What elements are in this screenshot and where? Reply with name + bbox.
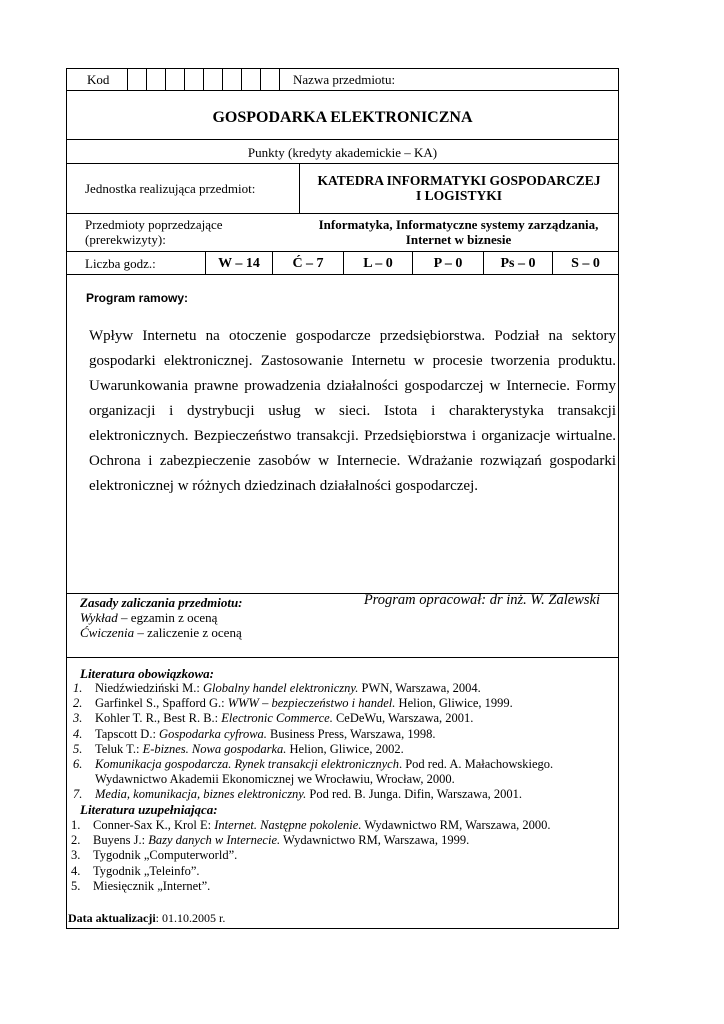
literature-publisher: Pod red. B. Junga. Difin, Warszawa, 2001. (306, 787, 523, 802)
literature-title: Electronic Commerce. (221, 711, 333, 726)
literature-item-text (93, 864, 200, 879)
literature-publisher: PWN, Warszawa, 2004. (358, 681, 481, 695)
program-line: gospodarki elektronicznej. Zastosowanie Internetu w procesie tworzenia produktu. (89, 353, 616, 369)
course-title: GOSPODARKA ELEKTRONICZNA (212, 109, 473, 126)
literature-item-number: 4. (73, 726, 83, 741)
literature-item-text (95, 772, 455, 787)
literature-publisher: . Pod red. A. Małachowskiego. (398, 757, 554, 771)
supplementary-lit-heading: Literatura uzupełniająca: (80, 802, 218, 817)
assessment-exercise: Ćwiczenia – zaliczenie z oceną (80, 625, 242, 640)
points-row (67, 140, 618, 164)
literature-item-number: 3. (71, 848, 81, 863)
literature-item-number: 2. (73, 696, 83, 711)
literature-item-text (95, 757, 553, 772)
course-card (66, 68, 619, 929)
program-line: Wpływ Internetu na otoczenie gospodarcze przedsiębiorstwa. Podział na sektory (89, 328, 616, 344)
literature-author: Tygodnik „Teleinfo”. (93, 863, 200, 878)
literature-item-text (93, 879, 210, 894)
literature-author: Wydawnictwo Akademii Ekonomicznej we Wrocławiu, Wrocław, 2000. (95, 772, 455, 787)
update-footer: Data aktualizacji: 01.10.2005 r. (68, 911, 226, 925)
unit-row (67, 164, 618, 214)
program-line: organizacji i dystrybucji usług w sieci. Istota i charakterystyka transakcji (89, 403, 616, 419)
literature-title: Bazy danych w Internecie. (148, 833, 281, 848)
program-author: Program opracował: dr inż. W. Zalewski (363, 592, 600, 608)
literature-author: Miesięcznik „Internet”. (93, 878, 211, 893)
literature-author: Garfinkel S., Spafford G.: (95, 696, 228, 711)
hours-lecture: W – 14 (205, 252, 272, 274)
prereq-label: Przedmioty poprzedzające (prerekwizyty): (85, 217, 223, 247)
points-label: Punkty (kredyty akademickie – KA) (247, 145, 438, 160)
hours-label: Liczba godz.: (85, 256, 156, 271)
hours-seminar: S – 0 (552, 252, 618, 274)
course-name-label: Nazwa przedmiotu: (293, 72, 396, 87)
program-heading: Program ramowy: (86, 291, 189, 305)
literature-item-number: 1. (71, 818, 81, 832)
literature-item-number: 7. (73, 787, 83, 802)
literature-item-number: 6. (73, 757, 83, 771)
literature-item-number: 5. (71, 878, 81, 893)
literature-item-text (93, 833, 469, 848)
literature-item-text (95, 696, 513, 711)
literature-title: Internet. Następne pokolenie. (214, 818, 362, 832)
program-line: Ochrona i zabezpieczenie zasobów w Internecie. Wdrażanie rozwiązań gospodarki (89, 453, 616, 469)
literature-item-number: 1. (73, 681, 83, 695)
literature-title: Gospodarka cyfrowa. (159, 726, 267, 741)
hours-ps: Ps – 0 (483, 252, 552, 274)
literature-author: Kohler T. R., Best R. B.: (95, 711, 222, 726)
literature-item-text (95, 711, 473, 726)
literature-title: Media, komunikacja, biznes elektroniczny. (95, 787, 307, 802)
required-lit-heading: Literatura obowiązkowa: (80, 666, 214, 681)
code-row (67, 69, 618, 91)
assessment-section (67, 594, 618, 658)
literature-author: Niedźwiedziński M.: (95, 681, 203, 695)
literature-title: E-biznes. Nowa gospodarka. (142, 741, 287, 756)
hours-row (67, 252, 618, 275)
literature-section (67, 658, 618, 908)
literature-title: Globalny handel elektroniczny. (202, 681, 359, 695)
prereq-value: Informatyka, Informatyczne systemy zarządzania, Internet w biznesie (318, 217, 599, 247)
code-boxes (127, 69, 279, 90)
literature-author: Tapscott D.: (95, 726, 160, 741)
literature-item-number: 2. (71, 833, 81, 848)
assessment-lecture: Wykład – egzamin z oceną (80, 610, 218, 625)
program-text (89, 324, 616, 499)
literature-author: Teluk T.: (95, 741, 143, 756)
literature-author: Conner-Sax K., Krol E: (93, 818, 215, 832)
literature-title: Komunikacja gospodarcza. Rynek transakcji elektronicznych (95, 757, 399, 771)
hours-project: P – 0 (412, 252, 483, 274)
literature-publisher: Helion, Gliwice, 2002. (286, 741, 404, 756)
literature-item-text (95, 681, 481, 696)
literature-publisher: Business Press, Warszawa, 1998. (266, 726, 436, 741)
kod-label: Kod (87, 72, 110, 87)
literature-item-number: 4. (71, 863, 81, 878)
program-line: Uwarunkowania prawne prowadzenia działalności gospodarczej w Internecie. Formy (89, 378, 616, 394)
literature-publisher: Wydawnictwo RM, Warszawa, 2000. (361, 818, 551, 832)
unit-label: Jednostka realizująca przedmiot: (85, 181, 256, 196)
hours-exercise: Ć – 7 (272, 252, 343, 274)
literature-author: Buyens J.: (93, 833, 149, 848)
literature-item-text (93, 848, 237, 863)
literature-item-number: 3. (73, 711, 83, 726)
literature-publisher: CeDeWu, Warszawa, 2001. (332, 711, 474, 726)
literature-item-text (95, 742, 404, 757)
program-line: elektronicznej w różnych dziedzinach działalności gospodarczej. (89, 478, 478, 494)
hours-lab: L – 0 (343, 252, 412, 274)
literature-author: Tygodnik „Computerworld”. (93, 848, 238, 863)
literature-item-text (95, 787, 522, 802)
unit-value: KATEDRA INFORMATYKI GOSPODARCZEJ I LOGISTYKI (299, 164, 618, 213)
literature-item-text (93, 818, 551, 833)
literature-item-text (95, 727, 435, 742)
title-row (67, 91, 618, 140)
assessment-heading: Zasady zaliczania przedmiotu: (80, 595, 243, 610)
prereq-row (67, 214, 618, 252)
literature-item-number: 5. (73, 741, 83, 756)
literature-title: WWW – bezpieczeństwo i handel. (227, 696, 396, 711)
literature-publisher: Wydawnictwo RM, Warszawa, 1999. (280, 833, 470, 848)
program-line: elektronicznych. Bezpieczeństwo transakcji. Przedsiębiorstwa i organizacje wirtualne. (89, 428, 616, 444)
literature-publisher: Helion, Gliwice, 1999. (395, 696, 513, 711)
